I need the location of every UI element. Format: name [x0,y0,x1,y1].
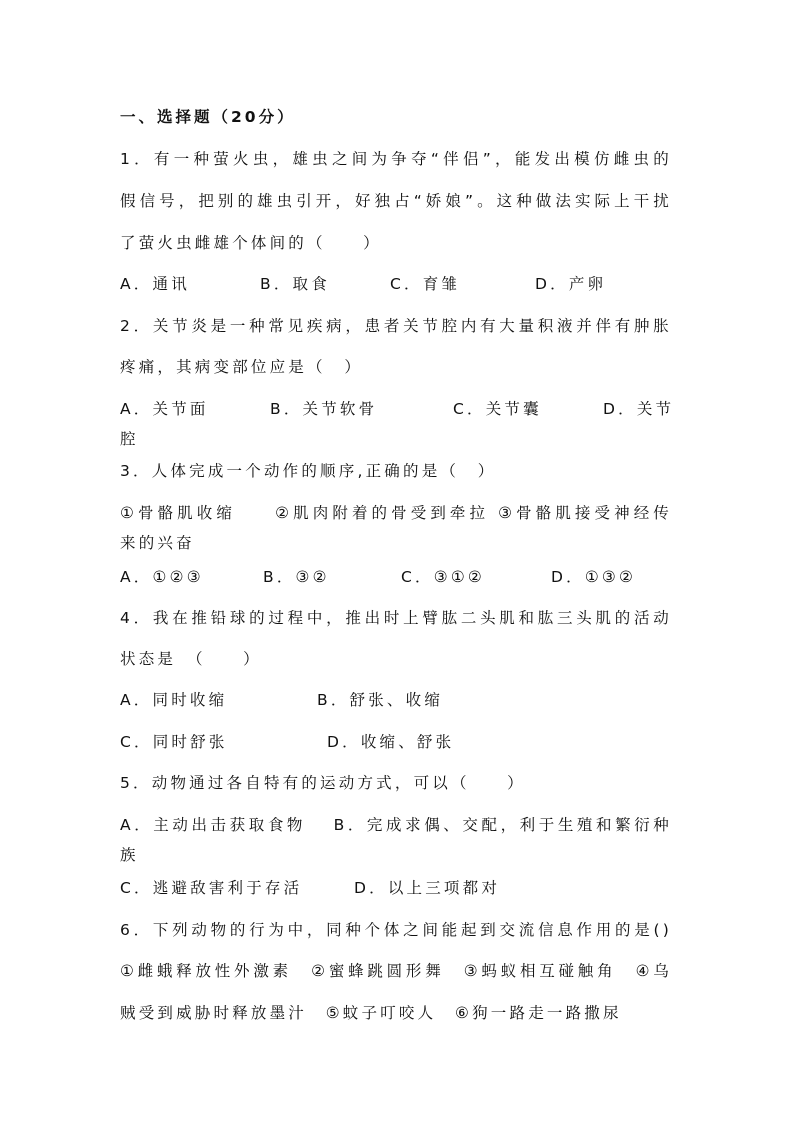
question-1-line-3: 了萤火虫雌雄个体间的（ ） [120,234,382,252]
section-title: 一、选择题（20分） [120,108,296,126]
q1-option-b[interactable]: B．取食 [260,275,330,293]
question-6-line-1: 6．下列动物的行为中，同种个体之间能起到交流信息作用的是() [120,921,672,939]
question-3-line-3: 来的兴奋 [120,534,195,552]
question-6-line-3: 贼受到威胁时释放墨汁 ⑤蚊子叮咬人 ⑥狗一路走一路撒尿 [120,1004,622,1022]
q2-option-b[interactable]: B．关节软骨 [270,400,378,418]
q4-option-d[interactable]: D．收缩、舒张 [327,733,455,751]
q4-option-a[interactable]: A．同时收缩 [120,691,228,709]
question-5-line-2: 族 [120,846,139,864]
question-5-line-1: 5．动物通过各自特有的运动方式，可以（ ） [120,774,526,792]
q1-option-d[interactable]: D．产卵 [535,275,607,293]
question-6-line-2: ①雌蛾释放性外激素 ②蜜蜂跳圆形舞 ③蚂蚁相互碰触角 ④乌 [120,962,672,980]
question-1-line-1: 1．有一种萤火虫，雄虫之间为争夺“伴侣”，能发出模仿雌虫的 [120,150,672,168]
q5-option-a-b[interactable]: A．主动出击获取食物 B．完成求偶、交配，利于生殖和繁衍种 [120,816,672,834]
q3-option-d[interactable]: D．①③② [551,568,637,586]
question-2-line-1: 2．关节炎是一种常见疾病，患者关节腔内有大量积液并伴有肿胀 [120,317,672,335]
q1-option-a[interactable]: A．通讯 [120,275,190,293]
q1-option-c[interactable]: C．育雏 [390,275,461,293]
question-2-line-2: 疼痛，其病变部位应是（ ） [120,358,364,376]
q3-option-a[interactable]: A．①②③ [120,568,204,586]
q5-option-c[interactable]: C．逃避敌害利于存活 [120,879,303,897]
q3-option-b[interactable]: B．③② [263,568,330,586]
question-4-line-2: 状态是 （ ） [120,650,262,668]
q2-option-d[interactable]: D．关节 [603,400,675,418]
question-2-option-d-wrap: 腔 [120,430,139,448]
q4-option-b[interactable]: B．舒张、收缩 [317,691,444,709]
question-4-line-1: 4．我在推铅球的过程中，推出时上臂肱二头肌和肱三头肌的活动 [120,609,672,627]
q4-option-c[interactable]: C．同时舒张 [120,733,228,751]
q2-option-a[interactable]: A．关节面 [120,400,209,418]
question-1-line-2: 假信号，把别的雄虫引开，好独占“娇娘”。这种做法实际上干扰 [120,192,672,210]
q2-option-c[interactable]: C．关节囊 [453,400,542,418]
question-3-line-1: 3．人体完成一个动作的顺序,正确的是（ ） [120,462,497,480]
q5-option-d[interactable]: D．以上三项都对 [354,879,501,897]
q3-option-c[interactable]: C．③①② [401,568,486,586]
question-3-line-2: ①骨骼肌收缩 ②肌肉附着的骨受到牵拉 ③骨骼肌接受神经传 [120,504,672,522]
